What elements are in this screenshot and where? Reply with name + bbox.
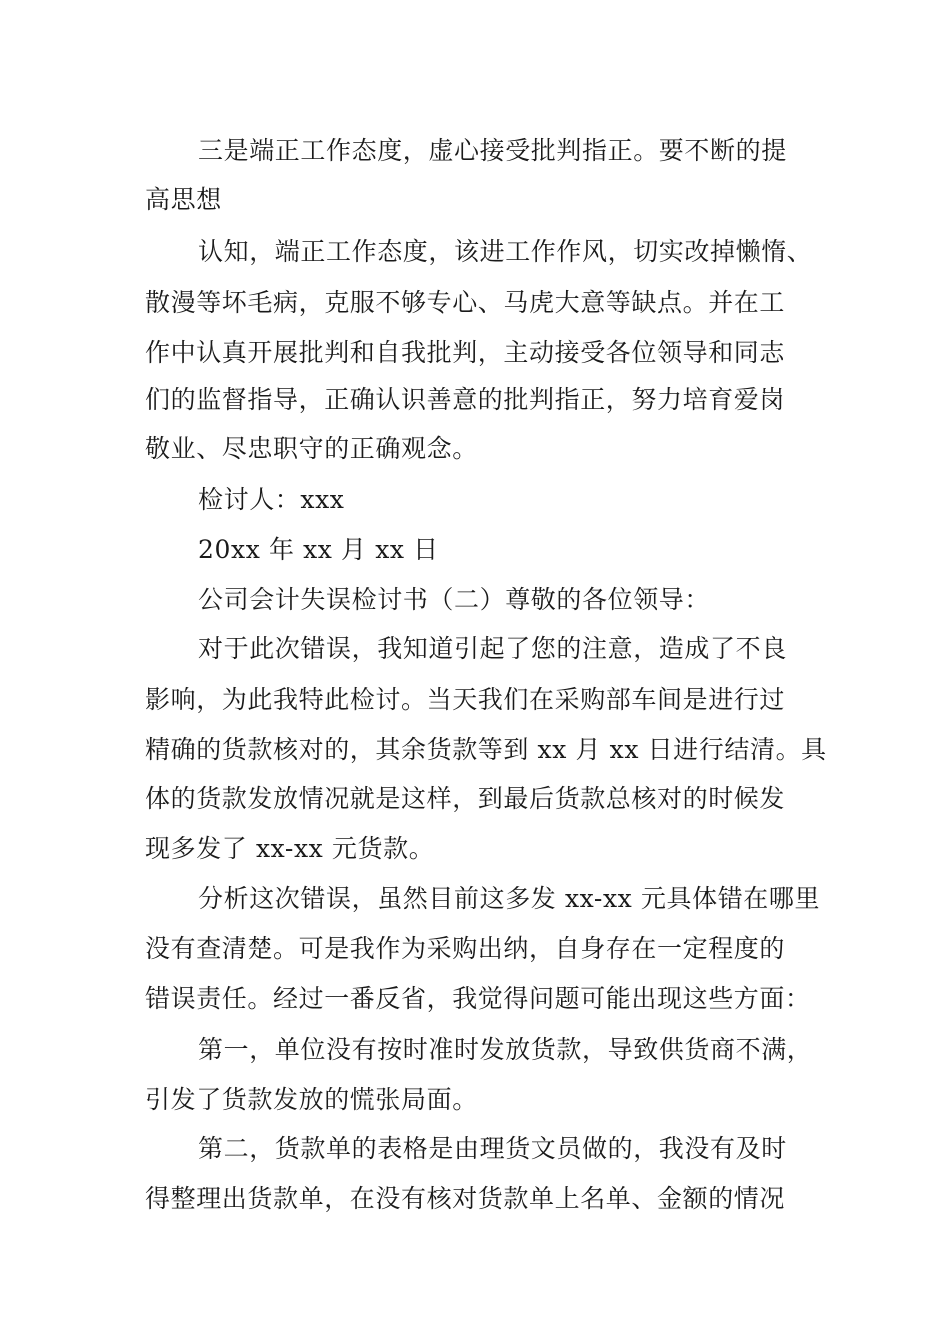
paragraph-line: 散漫等坏毛病，克服不够专心、马虎大意等缺点。并在工: [145, 288, 786, 317]
paragraph-line: 错误责任。经过一番反省，我觉得问题可能出现这些方面：: [145, 984, 811, 1013]
paragraph-line: 第二，货款单的表格是由理货文员做的，我没有及时: [198, 1134, 787, 1163]
paragraph-line: 第一，单位没有按时准时发放货款，导致供货商不满，: [198, 1035, 813, 1064]
paragraph-line: 高思想: [145, 185, 222, 214]
paragraph-line: 体的货款发放情况就是这样，到最后货款总核对的时候发: [145, 784, 786, 813]
paragraph-line: 引发了货款发放的慌张局面。: [145, 1085, 478, 1114]
paragraph-line: 对于此次错误，我知道引起了您的注意，造成了不良: [198, 634, 787, 663]
paragraph-line: 精确的货款核对的，其余货款等到 xx 月 xx 日进行结清。具: [145, 735, 827, 764]
paragraph-line: 影响，为此我特此检讨。当天我们在采购部车间是进行过: [145, 685, 786, 714]
paragraph-line: 们的监督指导，正确认识善意的批判指正，努力培育爱岗: [145, 385, 786, 414]
section-heading: 公司会计失误检讨书（二）尊敬的各位领导：: [198, 585, 711, 614]
date-line: 20xx 年 xx 月 xx 日: [198, 535, 439, 564]
paragraph-line: 敬业、尽忠职守的正确观念。: [145, 434, 478, 463]
paragraph-line: 得整理出货款单，在没有核对货款单上名单、金额的情况: [145, 1184, 786, 1213]
paragraph-line: 三是端正工作态度，虚心接受批判指正。要不断的提: [198, 136, 787, 165]
signature-line: 检讨人：xxx: [198, 485, 345, 514]
paragraph-line: 认知，端正工作态度，该进工作作风，切实改掉懒惰、: [198, 237, 813, 266]
paragraph-line: 现多发了 xx-xx 元货款。: [145, 834, 435, 863]
paragraph-line: 没有查清楚。可是我作为采购出纳，自身存在一定程度的: [145, 934, 786, 963]
paragraph-line: 作中认真开展批判和自我批判，主动接受各位领导和同志: [145, 338, 786, 367]
paragraph-line: 分析这次错误，虽然目前这多发 xx-xx 元具体错在哪里: [198, 884, 821, 913]
